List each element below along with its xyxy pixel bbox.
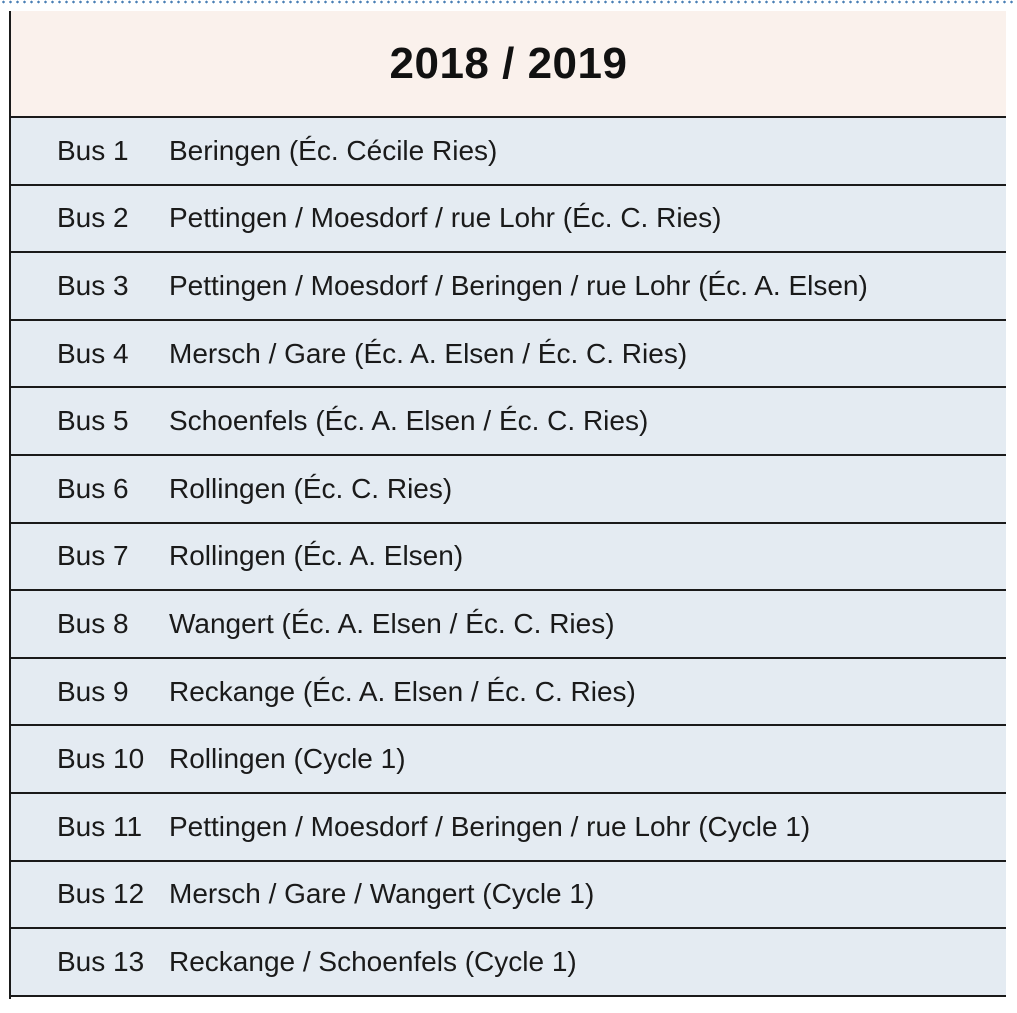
table-row: [11, 659, 1006, 727]
table-row: [11, 929, 1006, 997]
bus-number: Bus 13: [57, 945, 145, 977]
table-row: [11, 524, 1006, 592]
bus-route: Beringen (Éc. Cécile Ries): [169, 134, 498, 166]
table-row: [11, 726, 1006, 794]
bus-route: Wangert (Éc. A. Elsen / Éc. C. Ries): [169, 607, 615, 639]
bus-route: Mersch / Gare (Éc. A. Elsen / Éc. C. Ries): [169, 337, 688, 369]
bus-number: Bus 8: [57, 607, 129, 639]
dotted-top-border: [0, 0, 1017, 4]
bus-route: Rollingen (Éc. C. Ries): [169, 472, 453, 504]
school-year-title: 2018 / 2019: [389, 38, 628, 88]
bus-number: Bus 11: [57, 810, 143, 842]
table-row: [11, 794, 1006, 862]
bus-route: Rollingen (Cycle 1): [169, 743, 406, 775]
bus-number: Bus 6: [57, 472, 129, 504]
bus-number: Bus 7: [57, 540, 129, 572]
bus-route: Pettingen / Moesdorf / rue Lohr (Éc. C. Ries): [169, 202, 722, 234]
bus-route: Pettingen / Moesdorf / Beringen / rue Lohr (Cycle 1): [169, 810, 811, 842]
bus-schedule-table: [9, 11, 1006, 999]
table-row: [11, 456, 1006, 524]
bus-route: Rollingen (Éc. A. Elsen): [169, 540, 464, 572]
table-row: [11, 253, 1006, 321]
bus-number: Bus 9: [57, 675, 129, 707]
bus-number: Bus 2: [57, 202, 129, 234]
table-row: [11, 591, 1006, 659]
table-row: [11, 321, 1006, 389]
table-row: [11, 388, 1006, 456]
bus-number: Bus 12: [57, 878, 145, 910]
table-row: [11, 186, 1006, 254]
bus-number: Bus 4: [57, 337, 129, 369]
bus-route: Reckange / Schoenfels (Cycle 1): [169, 945, 577, 977]
bus-number: Bus 10: [57, 743, 145, 775]
table-header: [11, 11, 1006, 118]
bus-number: Bus 5: [57, 405, 129, 437]
bus-number: Bus 1: [57, 134, 129, 166]
table-row: [11, 118, 1006, 186]
bus-route: Schoenfels (Éc. A. Elsen / Éc. C. Ries): [169, 405, 649, 437]
bus-route: Reckange (Éc. A. Elsen / Éc. C. Ries): [169, 675, 636, 707]
table-row: [11, 862, 1006, 930]
bus-route: Mersch / Gare / Wangert (Cycle 1): [169, 878, 595, 910]
bus-number: Bus 3: [57, 269, 129, 301]
bus-route: Pettingen / Moesdorf / Beringen / rue Lohr (Éc. A. Elsen): [169, 269, 868, 301]
bus-route-list: [11, 118, 1006, 997]
